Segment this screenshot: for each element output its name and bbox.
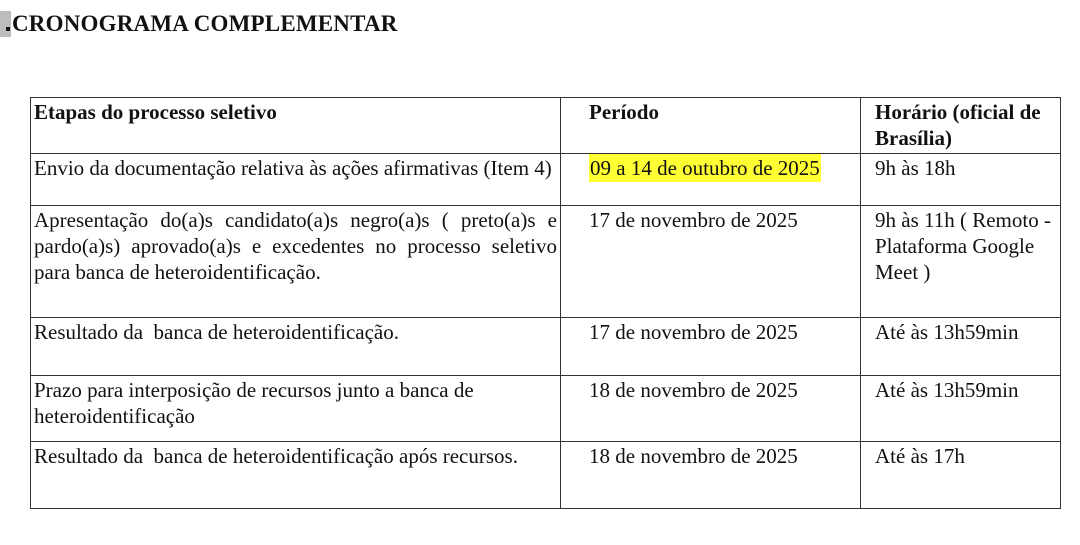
table-row (31, 206, 1061, 318)
table-header-row (31, 98, 1061, 154)
table-row (31, 318, 1061, 376)
header-period: Período (561, 98, 861, 154)
table-row (31, 442, 1061, 509)
stage-cell: Apresentação do(a)s candidato(a)s negro(a)s ( preto(a)s e pardo(a)s) aprovado(a)s e excedentes no processo seletivo para banca de heteroidentificação. (31, 206, 561, 318)
time-cell: 9h às 11h ( Remoto - Plataforma Google Meet ) (861, 206, 1061, 318)
section-title: CRONOGRAMA COMPLEMENTAR (12, 11, 398, 36)
header-time: Horário (oficial de Brasília) (861, 98, 1061, 154)
period-cell: 18 de novembro de 2025 (561, 442, 861, 509)
time-cell: Até às 13h59min (861, 318, 1061, 376)
period-cell: 18 de novembro de 2025 (561, 376, 861, 442)
schedule-table (30, 97, 1061, 509)
time-cell: 9h às 18h (861, 154, 1061, 206)
period-cell: 17 de novembro de 2025 (561, 206, 861, 318)
time-cell: Até às 17h (861, 442, 1061, 509)
stage-cell: Resultado da banca de heteroidentificação após recursos. (31, 442, 561, 509)
highlighted-period: 09 a 14 de outubro de 2025 (590, 156, 820, 180)
header-stage: Etapas do processo seletivo (31, 98, 561, 154)
stage-cell: Resultado da banca de heteroidentificação. (31, 318, 561, 376)
section-heading (0, 9, 398, 39)
period-cell (561, 154, 861, 206)
stage-cell: Prazo para interposição de recursos junto a banca de heteroidentificação (31, 376, 561, 442)
stage-cell: Envio da documentação relativa às ações afirmativas (Item 4) (31, 154, 561, 206)
period-cell: 17 de novembro de 2025 (561, 318, 861, 376)
section-number-marker (0, 11, 11, 37)
time-cell: Até às 13h59min (861, 376, 1061, 442)
table-row (31, 376, 1061, 442)
table-row (31, 154, 1061, 206)
